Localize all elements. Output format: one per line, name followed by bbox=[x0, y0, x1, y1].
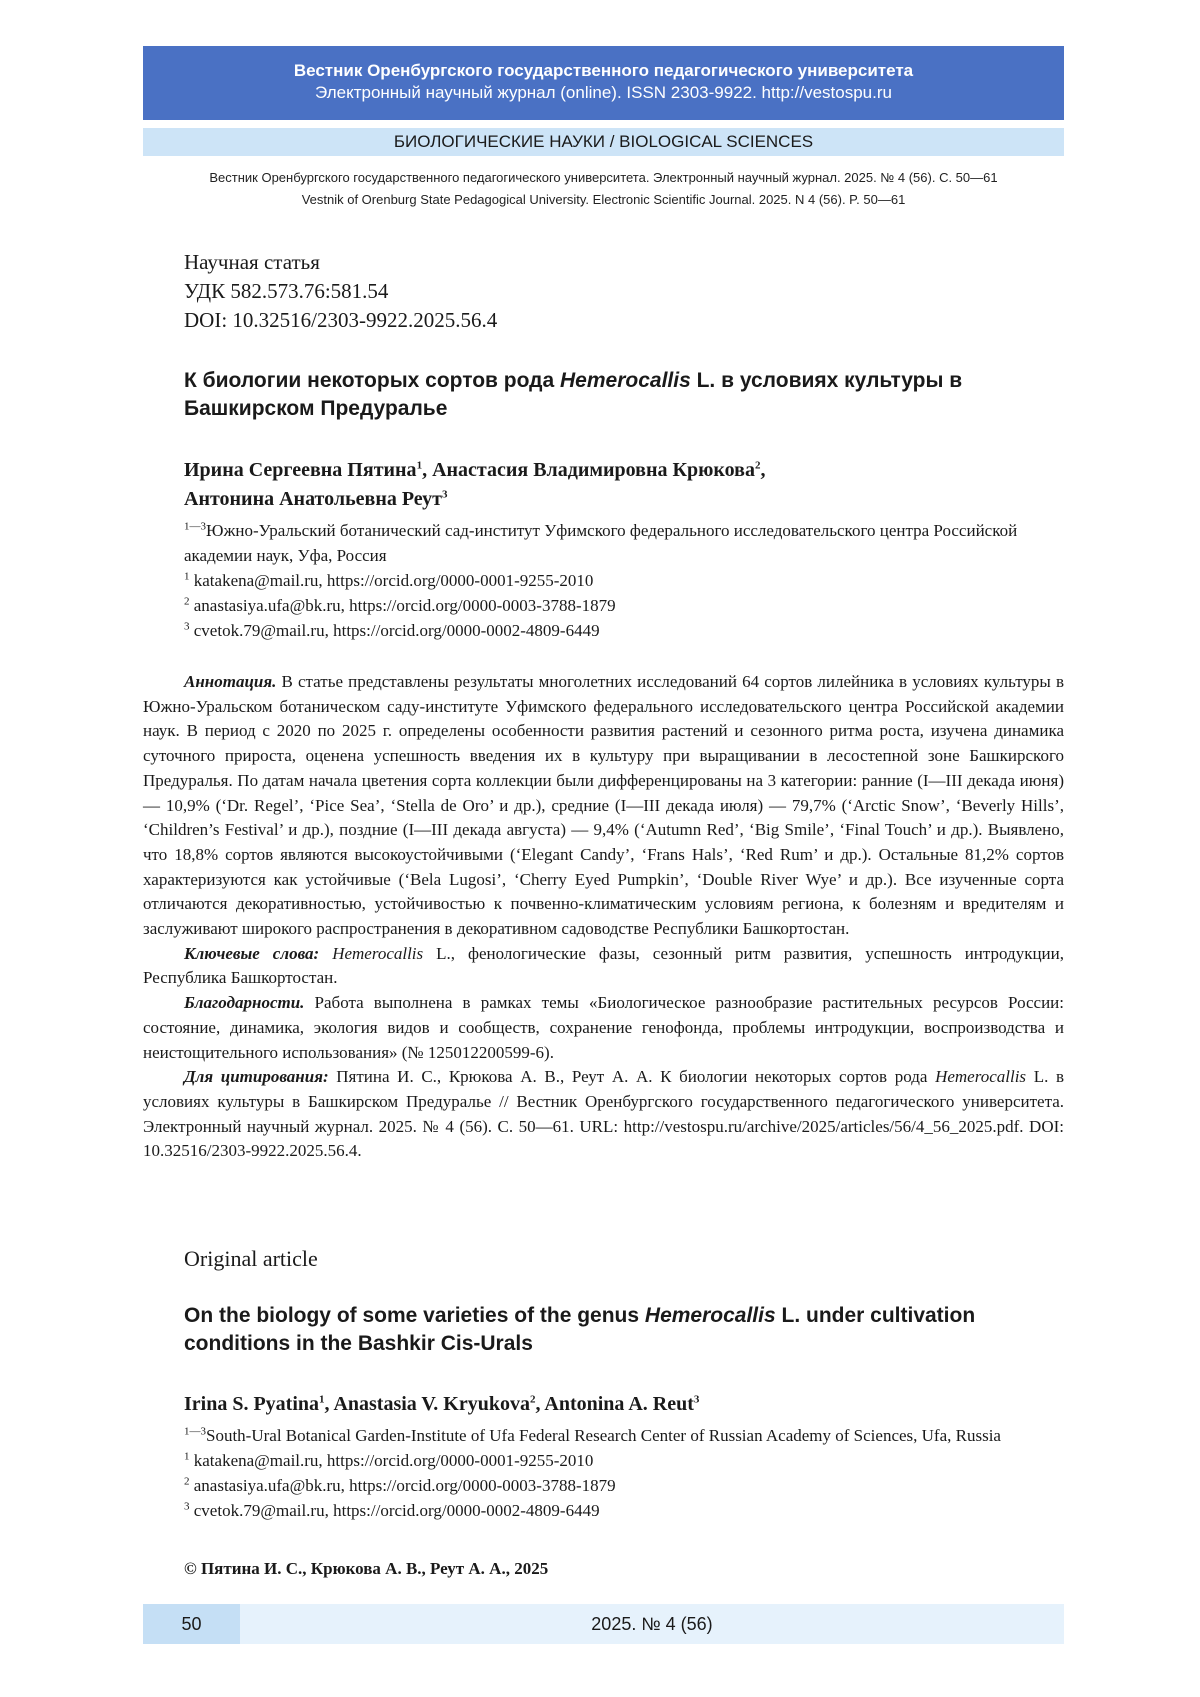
article-type-en: Original article bbox=[184, 1246, 318, 1271]
doi: DOI: 10.32516/2303-9922.2025.56.4 bbox=[184, 308, 498, 332]
cite-text: L. в условиях культуры в Башкирском Предуралье // Вестник Оренбургского государственного педагогического университета. Электронный научный журнал. 2025. № 4 (56). С. 50—61. URL: http://vestospu.ru/archive/2025/articles/56/4_56_2025.pdf. DOI: 10.32516/2303-9922.2025.56.4. bbox=[143, 1067, 1064, 1161]
contact-text: cvetok.79@mail.ru, https://orcid.org/0000-0002-4809-6449 bbox=[193, 621, 600, 640]
author-sup: 3 bbox=[442, 488, 448, 501]
author: Antonina A. Reut bbox=[544, 1393, 694, 1415]
contact-sup: 2 bbox=[184, 595, 190, 608]
contact-text: anastasiya.ufa@bk.ru, https://orcid.org/0000-0003-3788-1879 bbox=[193, 596, 616, 615]
authors-en bbox=[184, 1390, 1064, 1419]
author: Ирина Сергеевна Пятина bbox=[184, 459, 417, 481]
contact-text: cvetok.79@mail.ru, https://orcid.org/0000-0002-4809-6449 bbox=[193, 1501, 600, 1520]
thanks-label: Благодарности. bbox=[184, 993, 305, 1013]
article-type: Научная статья bbox=[184, 250, 320, 274]
affiliation-text bbox=[143, 1423, 1064, 1448]
journal-title: Вестник Оренбургского государственного педагогического университета bbox=[293, 61, 914, 80]
journal-header bbox=[143, 46, 1064, 120]
keywords-genus: Hemerocallis bbox=[332, 943, 424, 963]
contact-line bbox=[143, 593, 1064, 618]
copyright: © Пятина И. С., Крюкова А. В., Реут А. А., 2025 bbox=[184, 1559, 549, 1578]
abstract-block bbox=[143, 670, 1064, 1164]
contact-line bbox=[143, 1448, 1064, 1473]
title-en bbox=[184, 1302, 1064, 1358]
affiliation-en bbox=[143, 1423, 1064, 1523]
author: Антонина Анатольевна Реут bbox=[184, 488, 442, 510]
thanks-text: Работа выполнена в рамках темы «Биологическое разнообразие растительных ресурсов России: состояние, динамика, экология видов и сообществ, сохранение генофонда, проблемы интродукции, воспроизводства и неистощительного использования» (№ 125012200599-6). bbox=[143, 993, 1064, 1062]
affiliation-text bbox=[143, 518, 1064, 568]
affiliation-ru bbox=[143, 518, 1064, 643]
author-sup: 3 bbox=[693, 1393, 700, 1406]
author-sup: 1 bbox=[319, 1393, 325, 1406]
keywords-text: L., фенологические фазы, сезонный ритм развития, успешность интродукции, Республика Башкортостан. bbox=[143, 943, 1065, 988]
author: Anastasia V. Kryukova bbox=[333, 1393, 530, 1415]
contact-line bbox=[143, 1473, 1064, 1498]
citation-paragraph bbox=[143, 1065, 1064, 1164]
title-en-part: L. under cultivation conditions in the Bashkir Cis-Urals bbox=[184, 1304, 976, 1355]
cite-label: Для цитирования: bbox=[184, 1067, 329, 1087]
title-ru-part: К биологии некоторых сортов рода bbox=[184, 369, 561, 392]
affiliation-body: Южно-Уральский ботанический сад-институт Уфимского федерального исследовательского центра Российской академии наук, Уфа, Россия bbox=[184, 521, 1018, 565]
title-ru-part: L. в условиях культуры в Башкирском Предуралье bbox=[184, 369, 963, 420]
keywords-label: Ключевые слова: bbox=[184, 943, 320, 963]
title-en-part: On the biology of some varieties of the genus bbox=[184, 1304, 645, 1327]
abstract-label: Аннотация. bbox=[184, 672, 277, 691]
author: Анастасия Владимировна Крюкова bbox=[432, 459, 755, 481]
contact-text: anastasiya.ufa@bk.ru, https://orcid.org/0000-0003-3788-1879 bbox=[193, 1476, 616, 1495]
contact-sup: 3 bbox=[184, 1500, 190, 1513]
contact-line bbox=[143, 568, 1064, 593]
contact-line bbox=[143, 618, 1064, 643]
thanks-paragraph bbox=[143, 991, 1064, 1065]
page-number: 50 bbox=[143, 1604, 240, 1644]
author-sup: 1 bbox=[416, 459, 423, 472]
author-separator: , bbox=[422, 459, 433, 481]
citation-ru: Вестник Оренбургского государственного педагогического университета. Электронный научный журнал. 2025. № 4 (56). С. 50—61 bbox=[209, 170, 998, 185]
title-en-genus: Hemerocallis bbox=[644, 1304, 776, 1327]
affil-sup: 1—3 bbox=[184, 520, 206, 533]
authors-ru: Ирина Сергеевна Пятина$^1$, Анастасия Владимировна Крюкова$^2$, Антонина Анатольевна Реут$^3$ bbox=[184, 459, 766, 510]
contact-sup: 1 bbox=[184, 570, 190, 583]
contact-text: katakena@mail.ru, https://orcid.org/0000-0001-9255-2010 bbox=[193, 571, 594, 590]
udk: УДК 582.573.76:581.54 bbox=[184, 279, 389, 303]
cite-text: Пятина И. С., Крюкова А. В., Реут А. А. К биологии некоторых сортов рода bbox=[328, 1067, 936, 1087]
affil-sup: 1—3 bbox=[184, 1425, 206, 1438]
journal-subtitle: Электронный научный журнал (online). ISSN 2303-9922. http://vestospu.ru bbox=[315, 83, 892, 102]
keywords-paragraph bbox=[143, 942, 1064, 991]
citation-en: Vestnik of Orenburg State Pedagogical University. Electronic Scientific Journal. 2025. N 4 (56). P. 50—61 bbox=[301, 192, 906, 207]
article-meta bbox=[184, 248, 1064, 335]
contact-sup: 3 bbox=[184, 620, 190, 633]
title-ru bbox=[184, 367, 1064, 423]
abstract-text: В статье представлены результаты многолетних исследований 64 сортов лилейника в условиях культуры в Южно-Уральском ботаническом саду-институте Уфимского федерального исследовательского центра Российской академии наук. В период с 2020 по 2025 г. определены особенности развития растений и сезонного ритма роста, изучена динамика суточного прироста, оценена успешность введения их в культуру при выращивании в лесостепной зоне Башкирского Предуралья. По датам начала цветения сорта коллекции были дифференцированы на 3 категории: ранние (I—III декада июня) — 10,9% (‘Dr. Regel’, ‘Pice Sea’, ‘Stella de Oro’ и др.), средние (I—III декада июля) — 79,7% (‘Arctic Snow’, ‘Beverly Hills’, ‘Children’s Festival’ и др.), поздние (I—III декада августа) — 9,4% (‘Autumn Red’, ‘Big Smile’, ‘Final Touch’ и др.). Выявлено, что 18,8% сортов являются высокоустойчивыми (‘Elegant Candy’, ‘Frans Hals’, ‘Red Rum’ и др.). Остальные 81,2% сортов характеризуются как устойчивые (‘Bela Lugosi’, ‘Cherry Eyed Pumpkin’, ‘Double River Wye’ и др.). Все изученные сорта отличаются декоративностью, устойчивостью к почвенно-климатическим условиям региона, к болезням и вредителям и заслуживают широкого распространения в декоративном садоводстве Республики Башкортостан. bbox=[143, 672, 1064, 939]
contact-text: katakena@mail.ru, https://orcid.org/0000-0001-9255-2010 bbox=[193, 1451, 594, 1470]
author-separator: , bbox=[535, 1393, 545, 1415]
title-ru-genus: Hemerocallis bbox=[560, 369, 691, 392]
affiliation-body: South-Ural Botanical Garden-Institute of Ufa Federal Research Center of Russian Academy of Sciences, Ufa, Russia bbox=[206, 1426, 1001, 1445]
author-sup: 2 bbox=[529, 1393, 536, 1406]
journal-citation bbox=[143, 167, 1064, 211]
author: Irina S. Pyatina bbox=[184, 1393, 320, 1415]
author-sup: 2 bbox=[754, 459, 761, 472]
page-footer bbox=[143, 1604, 1064, 1644]
contact-line bbox=[143, 1498, 1064, 1523]
issue-label: 2025. № 4 (56) bbox=[591, 1614, 713, 1634]
contact-sup: 2 bbox=[184, 1475, 190, 1488]
cite-genus: Hemerocallis bbox=[935, 1067, 1027, 1087]
contact-sup: 1 bbox=[184, 1450, 190, 1463]
abstract-paragraph bbox=[143, 670, 1064, 942]
section-banner: БИОЛОГИЧЕСКИЕ НАУКИ / BIOLOGICAL SCIENCES bbox=[143, 128, 1064, 156]
author-separator: , bbox=[324, 1393, 334, 1415]
